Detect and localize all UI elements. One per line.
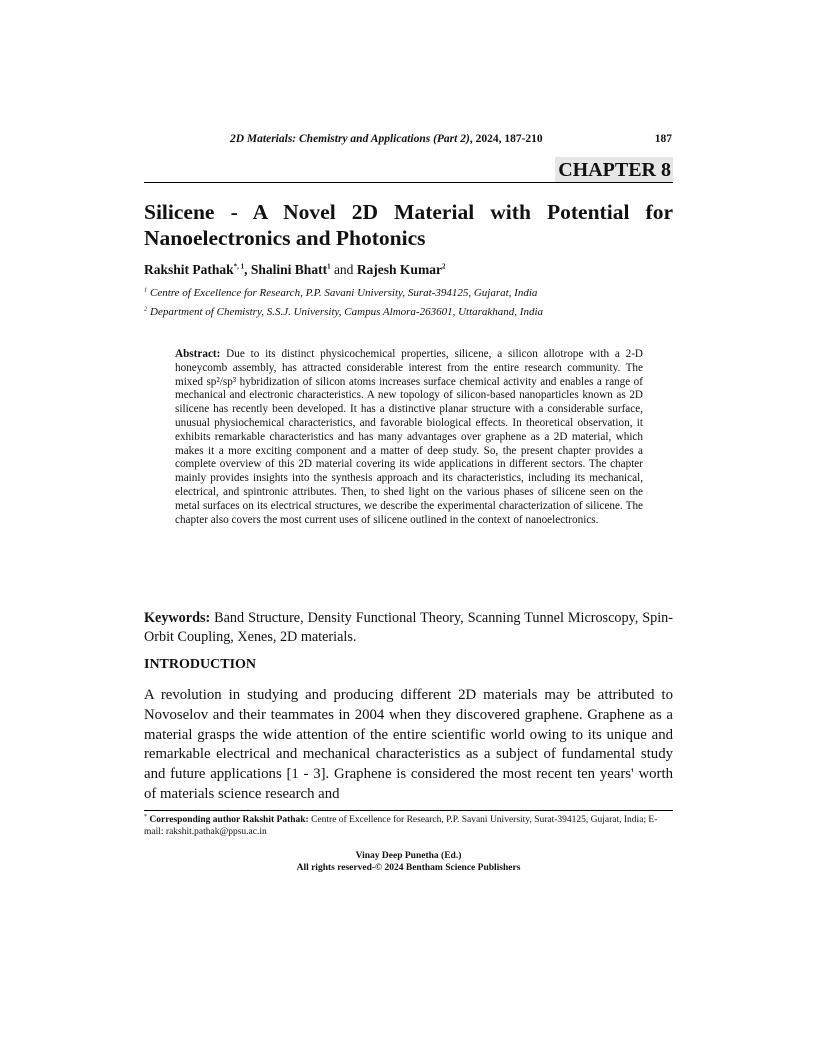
- author-name: Rakshit Pathak: [144, 262, 234, 277]
- journal-details: , 2024, 187-210: [469, 133, 543, 145]
- footnote-label: Corresponding author Rakshit Pathak:: [147, 815, 309, 825]
- rights-line: All rights reserved-© 2024 Bentham Science Publishers: [296, 863, 521, 873]
- footnote-rule: [144, 810, 673, 811]
- editor-line: Vinay Deep Punetha (Ed.): [355, 851, 462, 861]
- affiliation-mark: 1: [144, 286, 148, 294]
- abstract-text: Due to its distinct physicochemical properties, silicene, a silicon allotrope with a 2-D honeycomb assembly, has attracted considerable interest from the entire research community. The mixed sp²/sp³ hybridization of silicon atoms increases surface chemical activity and enables a range of mechanical and electronic characteristics. A new topology of silicon-based nanoparticles known as 2D silicene has recently been developed. It has a distinctive planar structure with a considerable surface, unusual physiochemical characteristics, and favorable biological effects. In theoretical observation, it exhibits remarkable characteristics and has many advantages over graphene as a 2D material, which makes it a more exciting component and a matter of deep study. So, the present chapter provides a complete overview of this 2D material covering its wide applications in different sectors. The chapter mainly provides insights into the synthesis approach and its characteristics, including its mechanical, electrical, and spintronic attributes. Then, to shed light on the various phases of silicene seen on the metal surfaces on its electrical structures, we describe the experimental characterization of silicene. The chapter also covers the most current uses of silicene outlined in the context of nanoelectronics.: [175, 348, 643, 526]
- author-name: Shalini Bhatt: [250, 262, 328, 277]
- keywords-text: Band Structure, Density Functional Theory, Scanning Tunnel Microscopy, Spin-Orbit Coupling, Xenes, 2D materials.: [144, 610, 673, 645]
- author-conjunction: and: [330, 262, 357, 277]
- abstract-label: Abstract:: [175, 348, 221, 360]
- affiliation-text: Centre of Excellence for Research, P.P. Savani University, Surat-394125, Gujarat, India: [150, 287, 538, 299]
- author-affiliation-mark: 2: [441, 262, 446, 271]
- keywords: [144, 609, 673, 647]
- page-number: 187: [654, 133, 672, 145]
- journal-title: 2D Materials: Chemistry and Applications (Part 2): [230, 133, 470, 145]
- author-name: Rajesh Kumar: [356, 262, 442, 277]
- chapter-label: CHAPTER 8: [555, 157, 673, 182]
- header-rule: [144, 182, 673, 183]
- footnote-mark: *: [144, 813, 147, 820]
- introduction-paragraph: A revolution in studying and producing different 2D materials may be attributed to Novoselov and their teammates in 2004 when they discovered graphene. Graphene as a material grasps the wide attention of the entire scientific world owing to its unique and remarkable electrical and mechanical characteristics as a subject of fundamental study and future applications [1 - 3]. Graphene is considered the most recent ten years' worth of materials science research and: [144, 687, 673, 802]
- journal-citation: [230, 133, 543, 145]
- affiliation: [144, 306, 543, 318]
- paper-title: Silicene - A Novel 2D Material with Potential for Nanoelectronics and Photonics: [144, 200, 673, 250]
- author-affiliation-mark: 1: [327, 262, 331, 271]
- affiliation-mark: 2: [144, 305, 148, 313]
- section-heading: INTRODUCTION: [144, 657, 257, 672]
- author-list: [144, 262, 445, 278]
- abstract: [175, 348, 643, 527]
- keywords-label: Keywords:: [144, 610, 211, 626]
- publisher-footer: [144, 850, 673, 874]
- author-separator: ,: [244, 262, 251, 277]
- footnote: [144, 814, 673, 838]
- footnote-text: Centre of Excellence for Research, P.P. Savani University, Surat-394125, Gujarat, India; E-mail: rakshit.pathak@ppsu.ac.in: [144, 815, 658, 837]
- affiliation: [144, 287, 537, 299]
- author-affiliation-mark: *, 1: [233, 262, 245, 271]
- affiliation-text: Department of Chemistry, S.S.J. University, Campus Almora-263601, Uttarakhand, India: [150, 306, 544, 318]
